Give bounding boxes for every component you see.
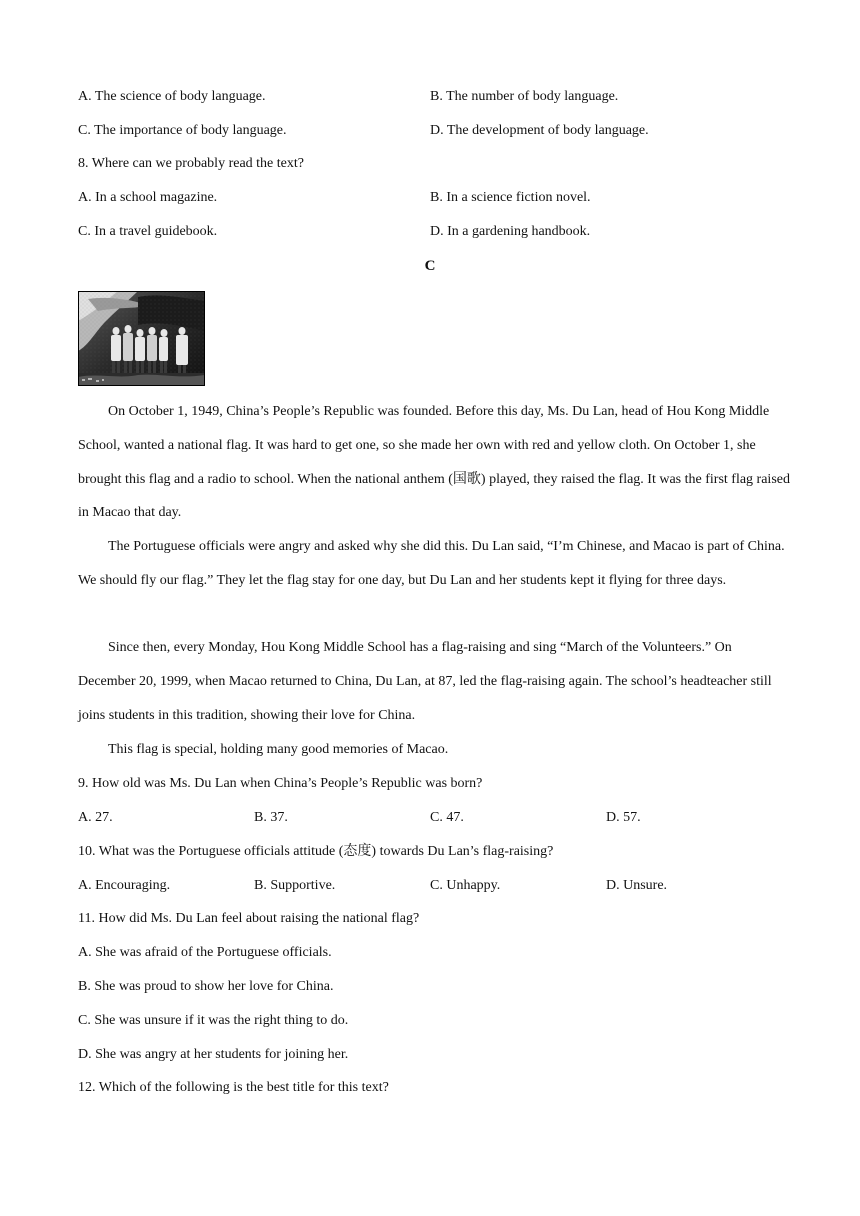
q11-question: 11. How did Ms. Du Lan feel about raising the national flag? xyxy=(78,911,420,926)
q7-option-a: A. The science of body language. xyxy=(78,89,266,104)
q7-option-c: C. The importance of body language. xyxy=(78,123,287,138)
q11-option-d: D. She was angry at her students for joining her. xyxy=(78,1047,349,1062)
q10-option-a: A. Encouraging. xyxy=(78,878,171,893)
group-photo xyxy=(78,291,205,386)
section-heading: C xyxy=(424,258,436,274)
q9-question: 9. How old was Ms. Du Lan when China’s People’s Republic was born? xyxy=(78,776,483,791)
q8-question: 8. Where can we probably read the text? xyxy=(78,156,304,171)
q8-option-a: A. In a school magazine. xyxy=(78,190,218,205)
q11-option-a: A. She was afraid of the Portuguese officials. xyxy=(78,945,332,960)
q12-question: 12. Which of the following is the best title for this text? xyxy=(78,1080,389,1095)
q7-option-d: D. The development of body language. xyxy=(430,123,649,138)
q10-question: 10. What was the Portuguese officials attitude (态度) towards Du Lan’s flag-raising? xyxy=(78,844,554,859)
q11-option-c: C. She was unsure if it was the right thing to do. xyxy=(78,1013,349,1028)
q9-option-a: A. 27. xyxy=(78,810,113,825)
q8-option-b: B. In a science fiction novel. xyxy=(430,190,591,205)
passage-paragraph-2: The Portuguese officials were angry and asked why she did this. Du Lan said, “I’m Chinese, and Macao is part of China. We should fly our flag.” They let the flag stay for one day, but Du Lan and her students kept it flying for three days. xyxy=(78,539,785,588)
q10-option-b: B. Supportive. xyxy=(254,878,336,893)
q10-option-c: C. Unhappy. xyxy=(430,878,501,893)
q9-option-d: D. 57. xyxy=(606,810,641,825)
passage-paragraph-4: This flag is special, holding many good memories of Macao. xyxy=(108,742,449,757)
q8-option-d: D. In a gardening handbook. xyxy=(430,224,591,239)
passage-paragraph-3: Since then, every Monday, Hou Kong Middle School has a flag-raising and sing “March of the Volunteers.” On December 20, 1999, when Macao returned to China, Du Lan, at 87, led the flag-raising again. The school’s headteacher still joins students in this tradition, showing their love for China. xyxy=(78,640,772,723)
q10-option-d: D. Unsure. xyxy=(606,878,668,893)
q8-option-c: C. In a travel guidebook. xyxy=(78,224,218,239)
q9-option-c: C. 47. xyxy=(430,810,464,825)
q7-option-b: B. The number of body language. xyxy=(430,89,619,104)
q9-option-b: B. 37. xyxy=(254,810,288,825)
q11-option-b: B. She was proud to show her love for China. xyxy=(78,979,334,994)
passage-paragraph-1: On October 1, 1949, China’s People’s Republic was founded. Before this day, Ms. Du Lan, head of Hou Kong Middle School, wanted a national flag. It was hard to get one, so she made her own with red and yellow cloth. On October 1, she brought this flag and a radio to school. When the national anthem (国歌) played, they raised the flag. It was the first flag raised in Macao that day. xyxy=(78,404,790,521)
